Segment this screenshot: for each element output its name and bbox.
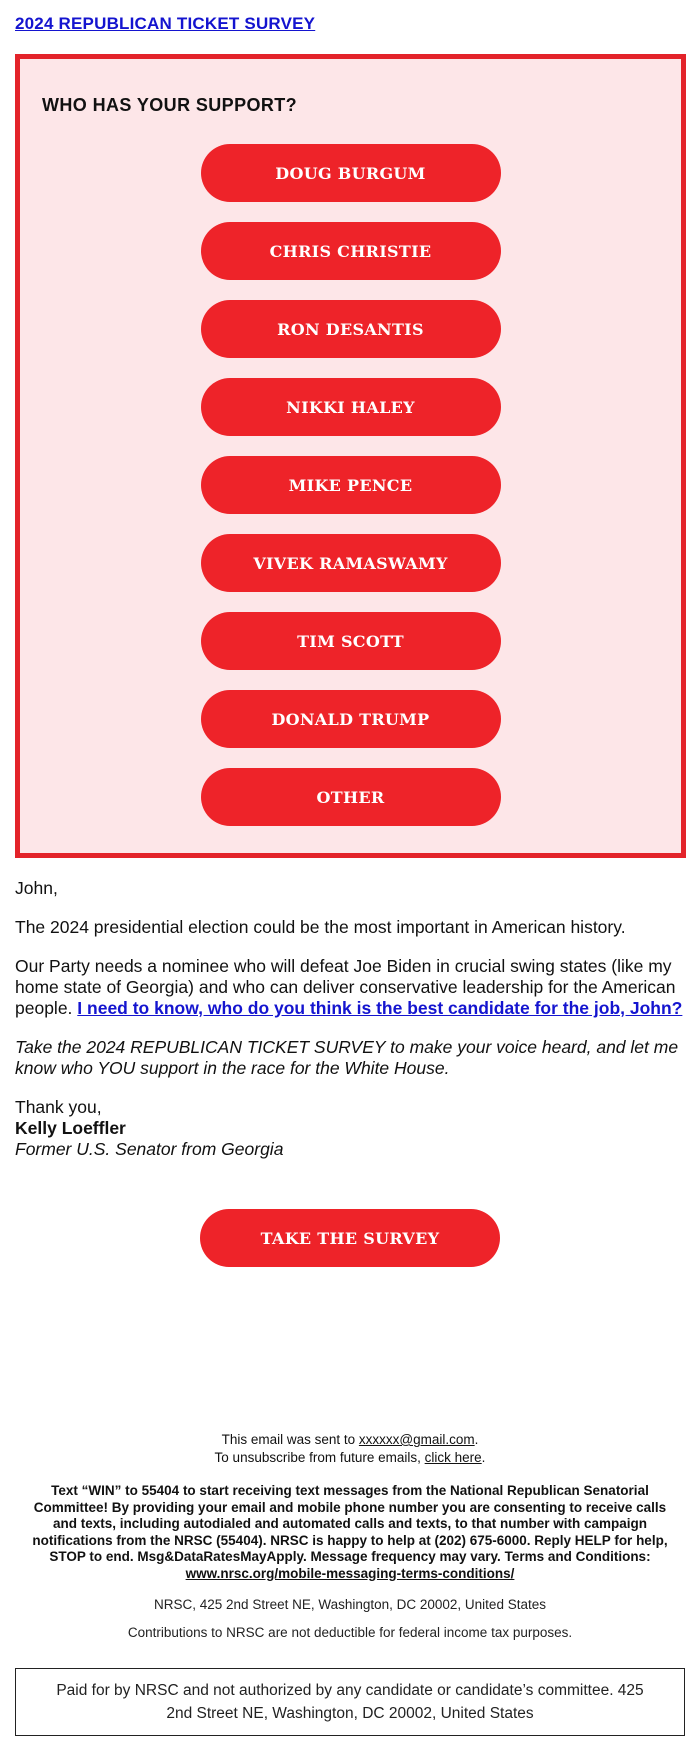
- candidate-button-burgum[interactable]: DOUG BURGUM: [201, 144, 501, 202]
- candidate-button-haley[interactable]: NIKKI HALEY: [201, 378, 501, 436]
- candidate-button-scott[interactable]: TIM SCOTT: [201, 612, 501, 670]
- paid-for-disclaimer: [15, 1668, 685, 1736]
- unsubscribe-prefix: To unsubscribe from future emails,: [214, 1450, 425, 1465]
- recipient-email-link[interactable]: xxxxxx@gmail.com: [358, 1432, 475, 1447]
- candidate-button-desantis[interactable]: RON DESANTIS: [201, 300, 501, 358]
- candidate-list: [20, 144, 681, 846]
- terms-link[interactable]: www.nrsc.org/mobile-messaging-terms-conditions/: [185, 1565, 515, 1581]
- paid-for-text: Paid for by NRSC and not authorized by any candidate or candidate’s committee. 425 2nd Street NE, Washington, DC 20002, United States: [56, 1682, 644, 1722]
- sent-to-line: [15, 1431, 685, 1449]
- signoff: Thank you,: [15, 1097, 102, 1117]
- sent-to-prefix: This email was sent to: [221, 1432, 359, 1447]
- candidate-button-pence[interactable]: MIKE PENCE: [201, 456, 501, 514]
- survey-heading: WHO HAS YOUR SUPPORT?: [42, 95, 298, 115]
- take-survey-button[interactable]: TAKE THE SURVEY: [200, 1209, 500, 1267]
- survey-box: [15, 54, 686, 858]
- signer-title: Former U.S. Senator from Georgia: [15, 1139, 284, 1159]
- sms-disclaimer: [15, 1483, 685, 1582]
- sms-disclaimer-text: Text “WIN” to 55404 to start receiving text messages from the National Republican Senatorial Committee! By providing your email and mobile phone number you are consenting to receive calls and texts, including autodialed and automated calls and texts, to that number with campaign notifications from the NRSC (55404). NRSC is happy to help at (202) 675-6000. Reply HELP for help, STOP to end. Msg&DataRatesMayApply. Message frequency may vary. Terms and Conditions:: [32, 1483, 668, 1564]
- unsubscribe-suffix: .: [481, 1450, 486, 1465]
- sent-to-suffix: .: [474, 1432, 479, 1447]
- letter-body: [15, 878, 685, 1160]
- greeting: John,: [15, 878, 58, 898]
- cta-container: [0, 1209, 700, 1287]
- unsubscribe-link[interactable]: click here: [424, 1450, 482, 1465]
- paragraph-nominee: [15, 956, 685, 1019]
- paragraph-importance: The 2024 presidential election could be the most important in American history.: [15, 917, 626, 937]
- candidate-button-trump[interactable]: DONALD TRUMP: [201, 690, 501, 748]
- best-candidate-link[interactable]: I need to know, who do you think is the best candidate for the job, John?: [77, 998, 683, 1018]
- footer: [15, 1431, 685, 1640]
- tax-note: Contributions to NRSC are not deductible for federal income tax purposes.: [127, 1625, 573, 1640]
- signer-name: Kelly Loeffler: [15, 1118, 126, 1138]
- unsubscribe-line: [15, 1449, 685, 1467]
- candidate-button-christie[interactable]: CHRIS CHRISTIE: [201, 222, 501, 280]
- survey-title-link[interactable]: 2024 REPUBLICAN TICKET SURVEY: [15, 14, 316, 33]
- paragraph-nominee-text: Our Party needs a nominee who will defeat Joe Biden in crucial swing states (like my home state of Georgia) and who can deliver conservative leadership for the American people.: [15, 956, 676, 1018]
- candidate-button-ramaswamy[interactable]: VIVEK RAMASWAMY: [201, 534, 501, 592]
- candidate-button-other[interactable]: OTHER: [201, 768, 501, 826]
- mailing-address: NRSC, 425 2nd Street NE, Washington, DC 20002, United States: [154, 1597, 546, 1612]
- paragraph-take-survey: Take the 2024 REPUBLICAN TICKET SURVEY to make your voice heard, and let me know who YOU support in the race for the White House.: [15, 1037, 679, 1078]
